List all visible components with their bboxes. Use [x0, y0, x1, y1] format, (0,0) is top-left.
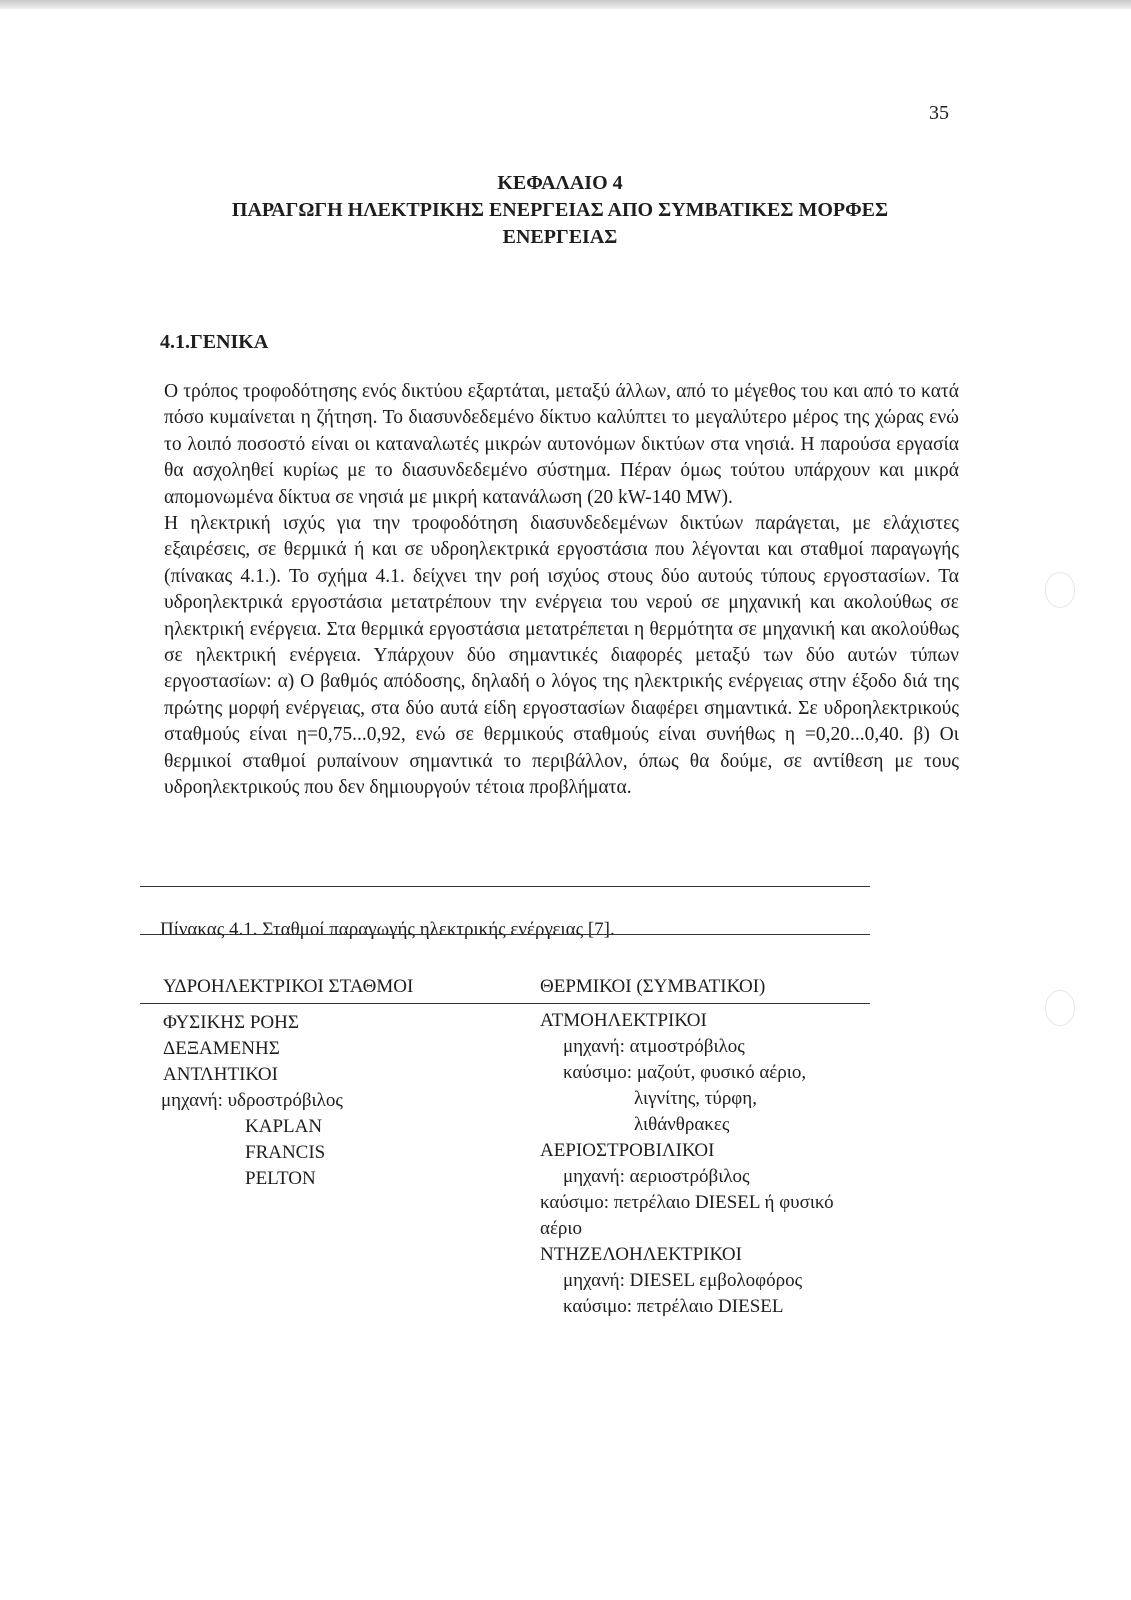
- table-caption: Πίνακας 4.1. Σταθμοί παραγωγής ηλεκτρικής ενέργειας [7].: [160, 919, 615, 940]
- table-left-column: [163, 1010, 343, 1192]
- table-caption-rule: [140, 934, 870, 935]
- chapter-title-line1: ΠΑΡΑΓΩΓΗ ΗΛΕΚΤΡΙΚΗΣ ΕΝΕΡΓΕΙΑΣ ΑΠΟ ΣΥΜΒΑΤΙΚΕΣ ΜΟΡΦΕΣ: [231, 199, 889, 221]
- table-line: καύσιμο: πετρέλαιο DIESEL ή φυσικό: [540, 1192, 834, 1213]
- page-number: 35: [929, 102, 949, 124]
- binder-hole-mark: [1045, 990, 1075, 1026]
- table-right-header: ΘΕΡΜΙΚΟΙ (ΣΥΜΒΑΤΙΚΟΙ): [540, 976, 766, 997]
- chapter-label: ΚΕΦΑΛΑΙΟ 4: [497, 172, 623, 194]
- binder-hole-mark: [1045, 572, 1075, 608]
- table-line: λιθάνθρακες: [634, 1114, 730, 1135]
- table-left-header: ΥΔΡΟΗΛΕΚΤΡΙΚΟΙ ΣΤΑΘΜΟΙ: [163, 976, 414, 997]
- chapter-title-line2: ΕΝΕΡΓΕΙΑΣ: [502, 226, 618, 248]
- table-line: ΝΤΗΖΕΛΟΗΛΕΚΤΡΙΚΟΙ: [540, 1244, 742, 1265]
- table-line: KAPLAN: [245, 1116, 323, 1137]
- table-header-rule: [140, 1003, 870, 1004]
- section-heading: 4.1.ΓΕΝΙΚΑ: [160, 331, 269, 353]
- table-line: μηχανή: DIESEL εμβολοφόρος: [563, 1270, 803, 1291]
- paragraph-1: Ο τρόπος τροφοδότησης ενός δικτύου εξαρτάται, μεταξύ άλλων, από το μέγεθος του και από το κατά πόσο κυμαίνεται η ζήτηση. Το διασυνδεδεμένο δίκτυο καλύπτει το μεγαλύτερο μέρος της χώρας ενώ το λοιπό ποσοστό είναι οι καταναλωτές μικρών αυτονόμων δικτύων στα νησιά. Η παρούσα εργασία θα ασχοληθεί κυρίως με το διασυνδεδεμένο σύστημα. Πέραν όμως τούτου υπάρχουν και μικρά απομονωμένα δίκτυα σε νησιά με μικρή κατανάλωση (20 kW-140 MW).: [164, 381, 959, 508]
- table-right-column: [540, 1008, 834, 1320]
- table-line: μηχανή: ατμοστρόβιλος: [563, 1036, 745, 1057]
- table-line: λιγνίτης, τύρφη,: [634, 1088, 757, 1109]
- table-line: καύσιμο: πετρέλαιο DIESEL: [563, 1296, 784, 1317]
- body-text: [164, 379, 959, 802]
- table-line: PELTON: [245, 1168, 316, 1189]
- table-top-rule: [140, 886, 870, 887]
- table-line: ΑΝΤΛΗΤΙΚΟΙ: [163, 1064, 278, 1085]
- table-line: ΑΤΜΟΗΛΕΚΤΡΙΚΟΙ: [540, 1010, 707, 1031]
- table-line: καύσιμο: μαζούτ, φυσικό αέριο,: [563, 1062, 807, 1083]
- table-line: ΦΥΣΙΚΗΣ ΡΟΗΣ: [163, 1012, 299, 1033]
- scan-top-shadow: [0, 0, 1131, 9]
- table-line: ΔΕΞΑΜΕΝΗΣ: [163, 1038, 280, 1059]
- table-line: μηχανή: υδροστρόβιλος: [161, 1090, 343, 1111]
- table-line: αέριο: [540, 1218, 583, 1239]
- table-line: FRANCIS: [245, 1142, 326, 1163]
- chapter-heading: [160, 170, 960, 251]
- paragraph-2: Η ηλεκτρική ισχύς για την τροφοδότηση διασυνδεδεμένων δικτύων παράγεται, με ελάχιστες εξαιρέσεις, σε θερμικά ή και σε υδροηλεκτρικά εργοστάσια που λέγονται και σταθμοί παραγωγής (πίνακας 4.1.). Το σχήμα 4.1. δείχνει την ροή ισχύος στους δύο αυτούς τύπους εργοστασίων. Τα υδροηλεκτρικά εργοστάσια μετατρέπουν την ενέργεια του νερού σε μηχανική και ακολούθως σε ηλεκτρική ενέργεια. Στα θερμικά εργοστάσια μετατρέπεται η θερμότητα σε μηχανική και ακολούθως σε ηλεκτρική ενέργεια. Υπάρχουν δύο σημαντικές διαφορές μεταξύ των δύο αυτών τύπων εργοστασίων: α) Ο βαθμός απόδοσης, δηλαδή ο λόγος της ηλεκτρικής ενέργειας στην έξοδο διά της πρώτης μορφή ενέργειας, στα δύο αυτά είδη εργοστασίων διαφέρει σημαντικά. Σε υδροηλεκτρικούς σταθμούς είναι η=0,75...0,92, ενώ σε θερμικούς σταθμούς είναι συνήθως η =0,20...0,40. β) Οι θερμικοί σταθμοί ρυπαίνουν σημαντικά το περιβάλλον, όπως θα δούμε, σε αντίθεση με τους υδροηλεκτρικούς που δεν δημιουργούν τέτοια προβλήματα.: [164, 513, 959, 799]
- table-line: μηχανή: αεριοστρόβιλος: [563, 1166, 750, 1187]
- table-line: ΑΕΡΙΟΣΤΡΟΒΙΛΙΚΟΙ: [540, 1140, 715, 1161]
